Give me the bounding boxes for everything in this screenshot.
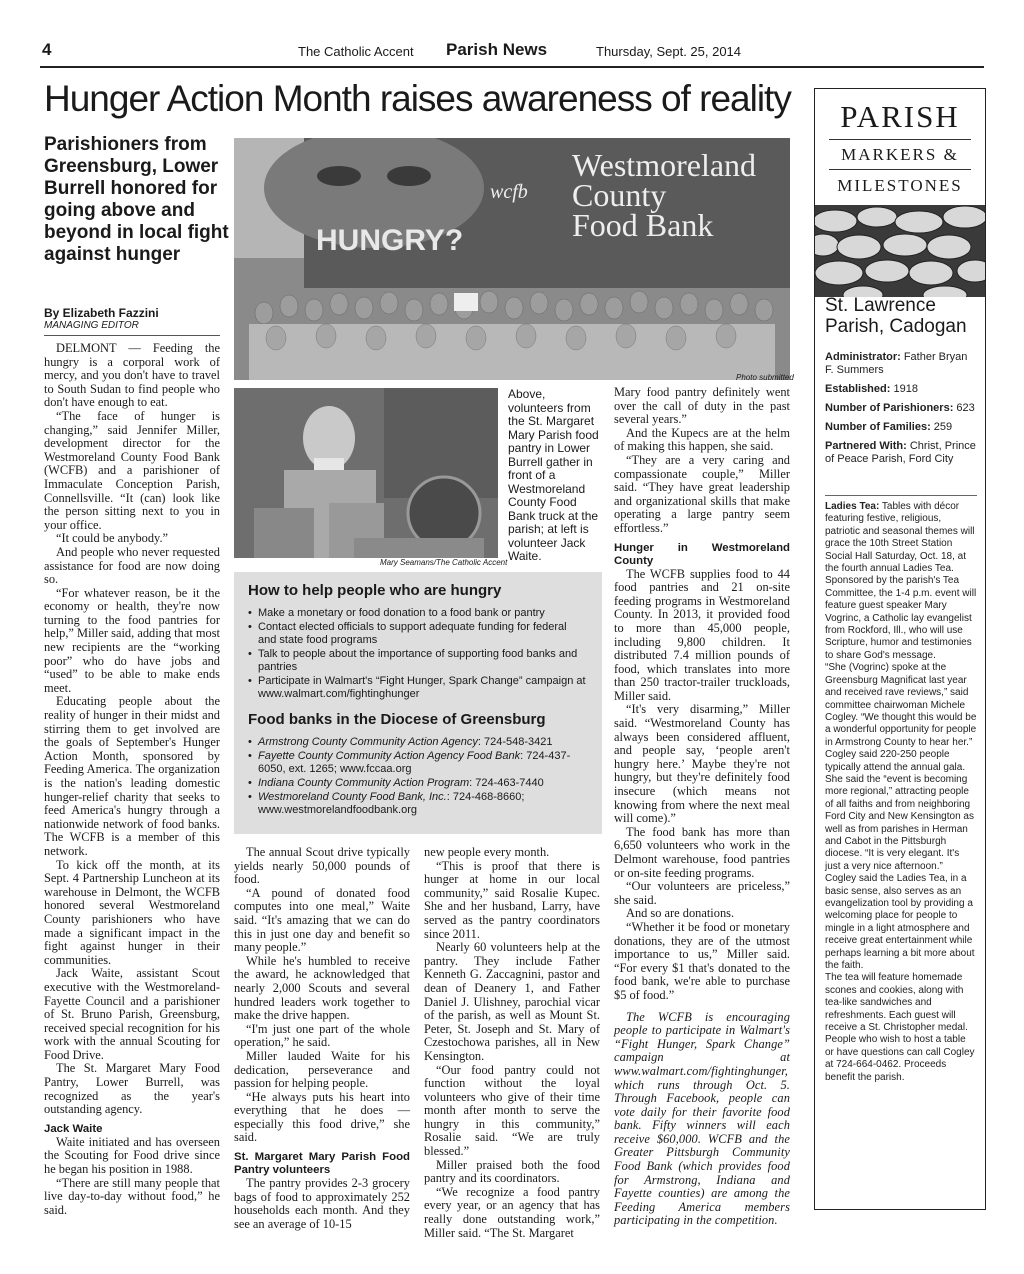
bank-info: : 724-548-3421	[477, 736, 553, 748]
bank-info: : 724-463-7440	[469, 777, 544, 789]
fact-value: 1918	[890, 383, 918, 395]
sidebar-subtitle-1: MARKERS &	[841, 145, 959, 164]
publication-name: The Catholic Accent	[298, 44, 414, 59]
section-heading: St. Margaret Mary Parish Food Pantry volunteers	[234, 1151, 410, 1177]
paragraph: Cogley said 220-250 people typically attend the annual gala. She said the “event is becoming more regional,” attracting people of all faiths and from neighboring Ford City and New Kensington as well as from parishes in Herman and Cabot in the Pittsburgh diocese. “It is very elegant. It's just a very nice afternoon.”	[825, 749, 974, 872]
list-item: • Contact elected officials to support adequate funding for federal and state food programs	[248, 621, 588, 647]
sidebar-rule	[829, 169, 971, 170]
paragraph: “Our volunteers are priceless,” she said.	[614, 879, 790, 907]
paragraph: And people who never requested assistance for food are now doing so.	[44, 544, 220, 587]
bank-info: : 724-437-6050, ext. 1265; www.fccaa.org	[258, 750, 571, 775]
list-item	[248, 777, 588, 790]
issue-date: Thursday, Sept. 25, 2014	[596, 44, 742, 59]
info-box-title-banks: Food banks in the Diocese of Greensburg	[248, 711, 546, 728]
paragraph: Miller praised both the food pantry and its coordinators.	[424, 1157, 600, 1186]
food-bank-list	[248, 736, 588, 817]
fact-label: Partnered With:	[825, 440, 907, 452]
section-heading: Hunger in Westmoreland County	[614, 541, 790, 567]
sidebar-title: PARISH	[840, 99, 960, 134]
paragraph: The St. Margaret Mary Food Pantry, Lower Burrell, was recognized as the year's outstanding agency.	[44, 1061, 220, 1117]
paragraph: The food bank has more than 6,650 volunteers who work in the Delmont warehouse, food pantries or on-site feeding programs.	[614, 824, 790, 880]
stone-wall-image	[815, 205, 985, 297]
tea-label: Ladies Tea:	[825, 501, 880, 512]
volunteers-truck-photo	[234, 138, 790, 380]
fact-label: Established:	[825, 383, 891, 395]
sidebar-rule	[825, 495, 977, 496]
fact-label: Number of Families:	[825, 421, 931, 433]
paragraph: “For whatever reason, be it the economy or health, they're now turning to the food pantries for help,” Miller said, adding that most new recipients are the “working poor” who do have jobs and “used” to be able to make ends meet.	[44, 585, 220, 695]
truck-text-1: Westmoreland	[572, 147, 757, 183]
paragraph: “He always puts his heart into everything that he does — especially this food drive,” she said.	[234, 1089, 410, 1145]
info-box	[234, 572, 602, 834]
paragraph: “The face of hunger is changing,” said Jennifer Miller, development director for the Westmoreland County Food Bank (WCFB) and a parishioner of Immaculate Conception Parish, Connellsville. “It (can) look like the person sitting next to you in your office.	[44, 408, 220, 532]
help-list	[248, 607, 588, 701]
ladies-tea-text	[825, 501, 977, 1084]
paragraph: “It's very disarming,” Miller said. “Westmoreland County has always been considered affluent, and people say, ‘people aren't hungry here.’ Maybe they're not hungry, but they're definitely food insecure (which means not knowing from where the next meal will come).”	[614, 702, 790, 826]
paragraph: While he's humbled to receive the award, he acknowledged that nearly 2,000 Scouts and several hundred leaders work together to make the drive happen.	[234, 953, 410, 1023]
paragraph: Miller lauded Waite for his dedication, perseverance and passion for helping people.	[234, 1048, 410, 1091]
parish-facts	[825, 351, 977, 472]
fact-families	[825, 421, 977, 434]
paragraph: Educating people about the reality of hunger in their midst and stirring them to get involved are the goals of September's Hunger Action Month, sponsored by Feeding America. The organization is the nation's leading domestic hunger-relief charity that seeks to feed America's hungry through a nationwide network of food banks. The WCFB is a member of this network.	[44, 694, 220, 858]
sidebar-rule	[829, 139, 971, 140]
article-column-3	[424, 846, 600, 1240]
photo-credit-waite: Mary Seamans/The Catholic Accent	[380, 558, 508, 567]
fact-label: Administrator:	[825, 351, 901, 363]
photo-illustration	[234, 388, 498, 558]
article-column-4	[614, 386, 790, 1228]
list-item: • Talk to people about the importance of supporting food banks and pantries	[248, 648, 588, 674]
fact-value: 623	[953, 402, 975, 414]
jack-waite-photo	[234, 388, 498, 558]
article-column-1	[44, 342, 220, 1217]
paragraph: To kick off the month, at its Sept. 4 Partnership Luncheon at its warehouse in Delmont, the WCFB honored several Westmoreland County parishioners who have made a significant impact in the fight against hunger in their communities.	[44, 857, 220, 967]
stone-wall-illustration	[815, 205, 985, 297]
fact-value: 259	[930, 421, 953, 433]
paragraph: “It could be anybody.”	[56, 531, 169, 546]
headline: Hunger Action Month raises awareness of reality	[44, 78, 791, 119]
list-item	[248, 750, 588, 776]
paragraph: Nearly 60 volunteers help at the pantry. They include Father Kenneth G. Zaccagnini, pastor and dean of Deanery 1, and Father Daniel J. Ulishney, parochial vicar of the parish, as well as Mount St. Peter, St. Joseph and St. Mary of Czestochowa parishes, all in New Kensington.	[424, 940, 600, 1063]
byline-title: MANAGING EDITOR	[44, 320, 139, 331]
list-item: • Participate in Walmart's “Fight Hunger, Spark Change” campaign at www.walmart.com/fightinghunger	[248, 675, 588, 701]
photo-illustration	[234, 138, 790, 380]
parish-markers-sidebar	[814, 88, 986, 1210]
section-heading: Jack Waite	[44, 1122, 103, 1135]
truck-text-2: County	[572, 177, 667, 213]
byline: By Elizabeth Fazzini	[44, 306, 159, 320]
fact-value: Father Bryan F. Summers	[825, 351, 968, 376]
fact-administrator	[825, 351, 977, 377]
list-item: • Make a monetary or food donation to a food bank or pantry	[248, 607, 588, 620]
paragraph: “I'm just one part of the whole operation,” he said.	[234, 1021, 410, 1050]
paragraph: Sponsored by the parish's Tea Committee, the 1-4 p.m. event will feature guest speaker Mary Vogrinc, a Catholic lay evangelist from Rockford, Ill., who will use Scripture, humor and testimonies to share God's message.	[825, 575, 977, 661]
walmart-promo: The WCFB is encouraging people to participate in Walmart's “Fight Hunger, Spark Change” campaign at www.walmart.com/fightinghunger, which runs through Oct. 5. Through Facebook, people can vote daily for their favorite food bank. Fifty winners will each receive $60,000. WCFB and the Greater Pittsburgh Community Food Bank (which provides food for Armstrong, Indiana and Fayette counties) are among the Feeding America members participating in the competition.	[614, 1009, 790, 1228]
tea-intro: Tables with décor featuring festive, religious, patriotic and seasonal themes will grace the 10th Street Station Social Hall Saturday, Oct. 18, at the fourth annual Ladies Tea.	[825, 501, 975, 575]
photo-caption: Above, volunteers from the St. Margaret Mary Parish food pantry in Lower Burrell gather in front of a Westmoreland County Food Bank truck at the parish; at left is volunteer Jack Waite.	[508, 387, 599, 563]
list-item	[248, 791, 588, 817]
section-name: Parish News	[446, 40, 548, 59]
list-item	[248, 736, 588, 749]
paragraph: “She (Vogrinc) spoke at the Greensburg Magnificat last year and received rave reviews,” said committee chairwoman Michele Cogley. “We thought this would be a wonderful opportunity for people in Armstrong County to hear her.”	[825, 662, 977, 748]
bank-name: Indiana County Community Action Program	[258, 777, 470, 789]
paragraph: The WCFB supplies food to 44 food pantries and 21 on-site feeding programs in Westmoreland County. In 2013, it provided food to more than 45,000 people, including 9,800 children. It distributed 7.4 million pounds of food, which translates into more than 250 tractor-trailer truckloads, Miller said.	[614, 566, 790, 703]
header-rule	[40, 66, 984, 68]
sidebar-subtitle-2: MILESTONES	[837, 176, 963, 195]
fact-label: Number of Parishioners:	[825, 402, 954, 414]
info-box-title-help: How to help people who are hungry	[248, 582, 502, 599]
paragraph: The annual Scout drive typically yields nearly 50,000 pounds of food.	[234, 845, 410, 887]
fact-value: Christ, Prince of Peace Parish, Ford City	[825, 440, 976, 465]
paragraph: People who wish to host a table or have questions can call Cogley at 724-664-0462. Proceeds benefit the parish.	[825, 1034, 975, 1083]
paragraph: “This is proof that there is hunger at home in our local community,” said Rosalie Kupec. She and her husband, Larry, have served as the pantry coordinators since 2011.	[424, 858, 600, 941]
page-number: 4	[42, 40, 52, 59]
bank-info: : 724-468-8660; www.westmorelandfoodbank.org	[258, 791, 525, 816]
paragraph: Waite initiated and has overseen the Scouting for Food drive since he began his position in 1988.	[44, 1134, 220, 1177]
paragraph: “A pound of donated food computes into one meal,” Waite said. “It's amazing that we can do this in just one day and benefit so many people.”	[234, 885, 410, 955]
sidebar-parish-name: St. Lawrence Parish, Cadogan	[825, 295, 967, 337]
paragraph: And so are donations.	[626, 906, 735, 921]
paragraph: Cogley said the Ladies Tea, in a basic sense, also serves as an evangelization tool by providing a welcoming place for people to mingle in a light atmosphere and receive great entertainment while perhaps learning a bit more about the faith.	[825, 873, 975, 972]
byline-rule	[44, 335, 220, 336]
fact-established	[825, 383, 977, 396]
paragraph: The tea will feature homemade scones and cookies, along with tea-like sandwiches and refreshments. Each guest will receive a St. Christopher medal.	[825, 972, 968, 1034]
paragraph: “Our food pantry could not function without the loyal volunteers who give of their time month after month to serve the hungry in this community,” Rosalie said. “We are truly blessed.”	[424, 1062, 600, 1159]
truck-hungry-text: HUNGRY?	[316, 224, 464, 257]
subhead: Parishioners from Greensburg, Lower Burrell honored for going above and beyond in local fight against hunger	[44, 134, 229, 265]
paragraph: “We recognize a food pantry every year, or an agency that has really done outstanding work,” Miller said. “The St. Margaret	[424, 1184, 600, 1240]
photo-credit: Photo submitted	[736, 373, 794, 382]
paragraph: Mary food pantry definitely went over the call of duty in the past several years.”	[614, 385, 790, 427]
article-column-2	[234, 846, 410, 1231]
bank-name: Westmoreland County Food Bank, Inc.	[258, 791, 447, 803]
fact-partnered	[825, 440, 977, 466]
paragraph: The pantry provides 2-3 grocery bags of food to approximately 252 households each month. And they see an average of 10-15	[234, 1176, 410, 1231]
paragraph: “Whether it be food or monetary donations, they are of the utmost importance to us,” Miller said. “For every $1 that's donated to the food bank, we're able to purchase $5 of food.”	[614, 919, 790, 1002]
truck-text-3: Food Bank	[572, 207, 714, 243]
paragraph: Jack Waite, assistant Scout executive with the Westmoreland-Fayette Council and a parishioner of St. Bruno Parish, Greensburg, received special recognition for his work with the annual Scouting for Food Drive.	[44, 966, 220, 1062]
paragraph: “There are still many people that live day-to-day without food,” he said.	[44, 1175, 220, 1217]
fact-parishioners	[825, 402, 977, 415]
paragraph: “They are a very caring and compassionate couple,” Miller said. “They have great leadership and organizational skills that make operating a large pantry seem effortless.”	[614, 452, 790, 535]
bank-name: Armstrong County Community Action Agency	[258, 736, 478, 748]
bank-name: Fayette County Community Action Agency Food Bank	[258, 750, 521, 762]
paragraph	[825, 501, 977, 575]
truck-logo: wcfb	[490, 181, 528, 203]
paragraph: new people every month.	[424, 845, 550, 859]
paragraph: DELMONT — Feeding the hungry is a corporal work of mercy, and you don't have to travel to South Sudan to find people who don't have enough to eat.	[44, 341, 220, 410]
paragraph: And the Kupecs are at the helm of making this happen, she said.	[614, 425, 790, 454]
